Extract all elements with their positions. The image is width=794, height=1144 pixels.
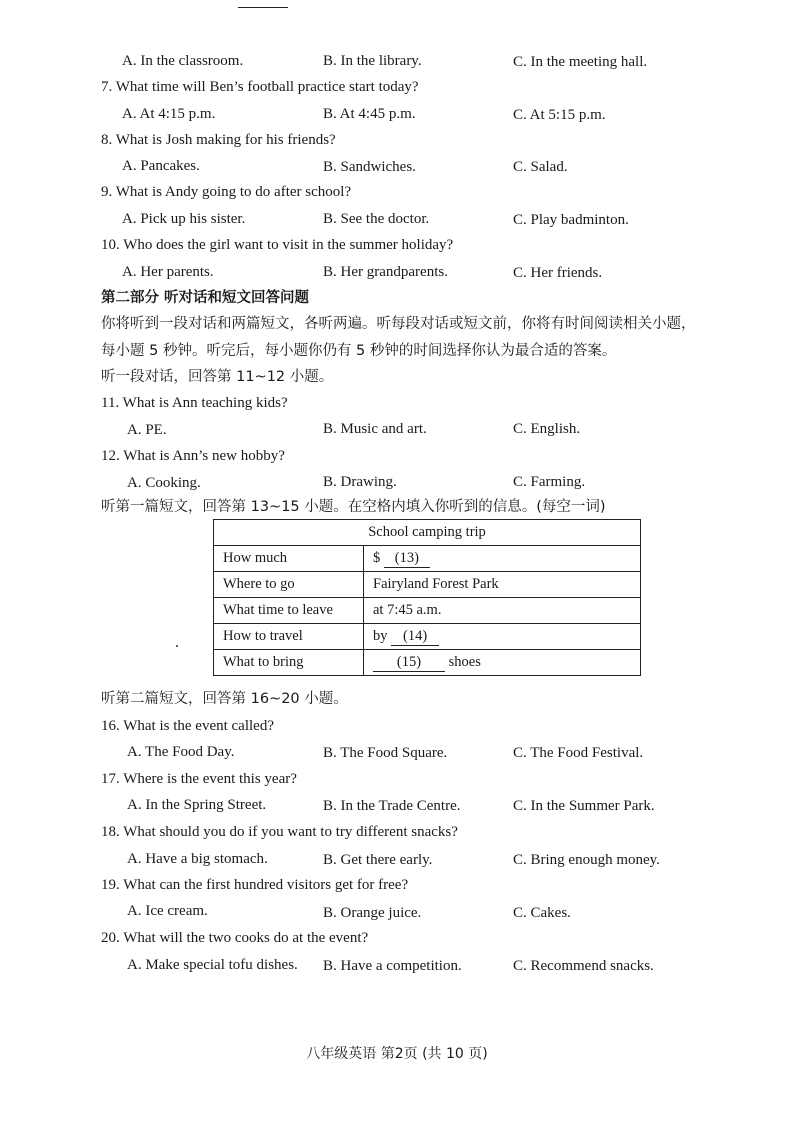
option-a: A. Ice cream. (127, 903, 208, 919)
question-text: 16. What is the event called? (101, 718, 274, 734)
question-text: 12. What is Ann’s new hobby? (101, 448, 285, 464)
option-b: B. Sandwiches. (323, 159, 416, 175)
row-value-suffix: shoes (445, 653, 481, 670)
table-row (214, 572, 641, 598)
option-c: C. Recommend snacks. (513, 958, 654, 974)
question-text: 9. What is Andy going to do after school? (101, 184, 352, 200)
option-a: A. Cooking. (127, 475, 201, 491)
option-c: C. Her friends. (513, 265, 603, 281)
header-rule (238, 7, 288, 8)
table-title: School camping trip (214, 520, 641, 546)
row-value: at 7:45 a.m. (364, 598, 641, 624)
stray-dot (176, 645, 178, 647)
answer-blank-13: (13) (384, 550, 430, 568)
option-a: A. Pancakes. (122, 158, 200, 174)
option-a: A. Pick up his sister. (122, 211, 246, 227)
option-b: B. At 4:45 p.m. (323, 106, 416, 122)
option-a: A. Her parents. (122, 264, 214, 280)
question-text: 19. What can the first hundred visitors get for free? (101, 877, 409, 893)
option-c: C. Cakes. (513, 905, 571, 921)
row-label: What to bring (214, 650, 364, 676)
row-value-prefix: $ (373, 549, 384, 566)
table-title-row (214, 520, 641, 546)
page-footer: 八年级英语 第2页 (共 10 页) (306, 1046, 488, 1062)
passage1-heading: 听第一篇短文，回答第 13~15 小题。在空格内填入你听到的信息。(每空一词) (101, 499, 606, 515)
option-a: A. Make special tofu dishes. (127, 957, 298, 973)
question-text: 20. What will the two cooks do at the event? (101, 930, 369, 946)
row-label: What time to leave (214, 598, 364, 624)
option-b: B. Have a competition. (323, 958, 462, 974)
question-text: 18. What should you do if you want to try different snacks? (101, 824, 458, 840)
dialogue-heading: 听一段对话，回答第 11~12 小题。 (101, 369, 334, 385)
option-c: C. Bring enough money. (513, 852, 660, 868)
row-value (364, 546, 641, 572)
question-text: 17. Where is the event this year? (101, 771, 297, 787)
row-label: How to travel (214, 624, 364, 650)
question-text: 8. What is Josh making for his friends? (101, 132, 336, 148)
part2-instruction-line2: 每小题 5 秒钟。听完后，每小题你仍有 5 秒钟的时间选择你认为最合适的答案。 (101, 343, 617, 359)
option-c: C. In the Summer Park. (513, 798, 655, 814)
row-value (364, 624, 641, 650)
option-b: B. The Food Square. (323, 745, 448, 761)
option-c: C. The Food Festival. (513, 745, 644, 761)
option-a: A. PE. (127, 422, 167, 438)
option-b: B. Get there early. (323, 852, 433, 868)
option-a: A. In the Spring Street. (127, 797, 267, 813)
camping-trip-table (213, 519, 641, 676)
row-value: Fairyland Forest Park (364, 572, 641, 598)
option-b: B. Her grandparents. (323, 264, 448, 280)
table-row (214, 650, 641, 676)
option-a: A. The Food Day. (127, 744, 235, 760)
option-a: A. Have a big stomach. (127, 851, 268, 867)
option-b: B. In the library. (323, 53, 422, 69)
option-b: B. See the doctor. (323, 211, 430, 227)
option-c: C. Farming. (513, 474, 586, 490)
answer-blank-15: (15) (373, 654, 445, 672)
answer-blank-14: (14) (391, 628, 439, 646)
table-row (214, 546, 641, 572)
question-text: 10. Who does the girl want to visit in the summer holiday? (101, 237, 454, 253)
option-b: B. Music and art. (323, 421, 427, 437)
passage2-heading: 听第二篇短文，回答第 16~20 小题。 (101, 691, 348, 707)
option-b: B. Orange juice. (323, 905, 422, 921)
option-b: B. Drawing. (323, 474, 397, 490)
option-a: A. At 4:15 p.m. (122, 106, 216, 122)
question-text: 7. What time will Ben’s football practice start today? (101, 79, 419, 95)
table-row (214, 598, 641, 624)
option-b: B. In the Trade Centre. (323, 798, 461, 814)
row-value (364, 650, 641, 676)
table-row (214, 624, 641, 650)
option-c: C. Play badminton. (513, 212, 629, 228)
part2-instruction-line1: 你将听到一段对话和两篇短文，各听两遍。听每段对话或短文前，你将有时间阅读相关小题， (101, 316, 696, 332)
option-c: C. Salad. (513, 159, 568, 175)
option-c: C. In the meeting hall. (513, 54, 648, 70)
option-c: C. English. (513, 421, 581, 437)
row-label: Where to go (214, 572, 364, 598)
row-value-prefix: by (373, 627, 392, 644)
option-a: A. In the classroom. (122, 53, 244, 69)
question-text: 11. What is Ann teaching kids? (101, 395, 288, 411)
part2-heading: 第二部分 听对话和短文回答问题 (101, 290, 310, 306)
option-c: C. At 5:15 p.m. (513, 107, 606, 123)
row-label: How much (214, 546, 364, 572)
